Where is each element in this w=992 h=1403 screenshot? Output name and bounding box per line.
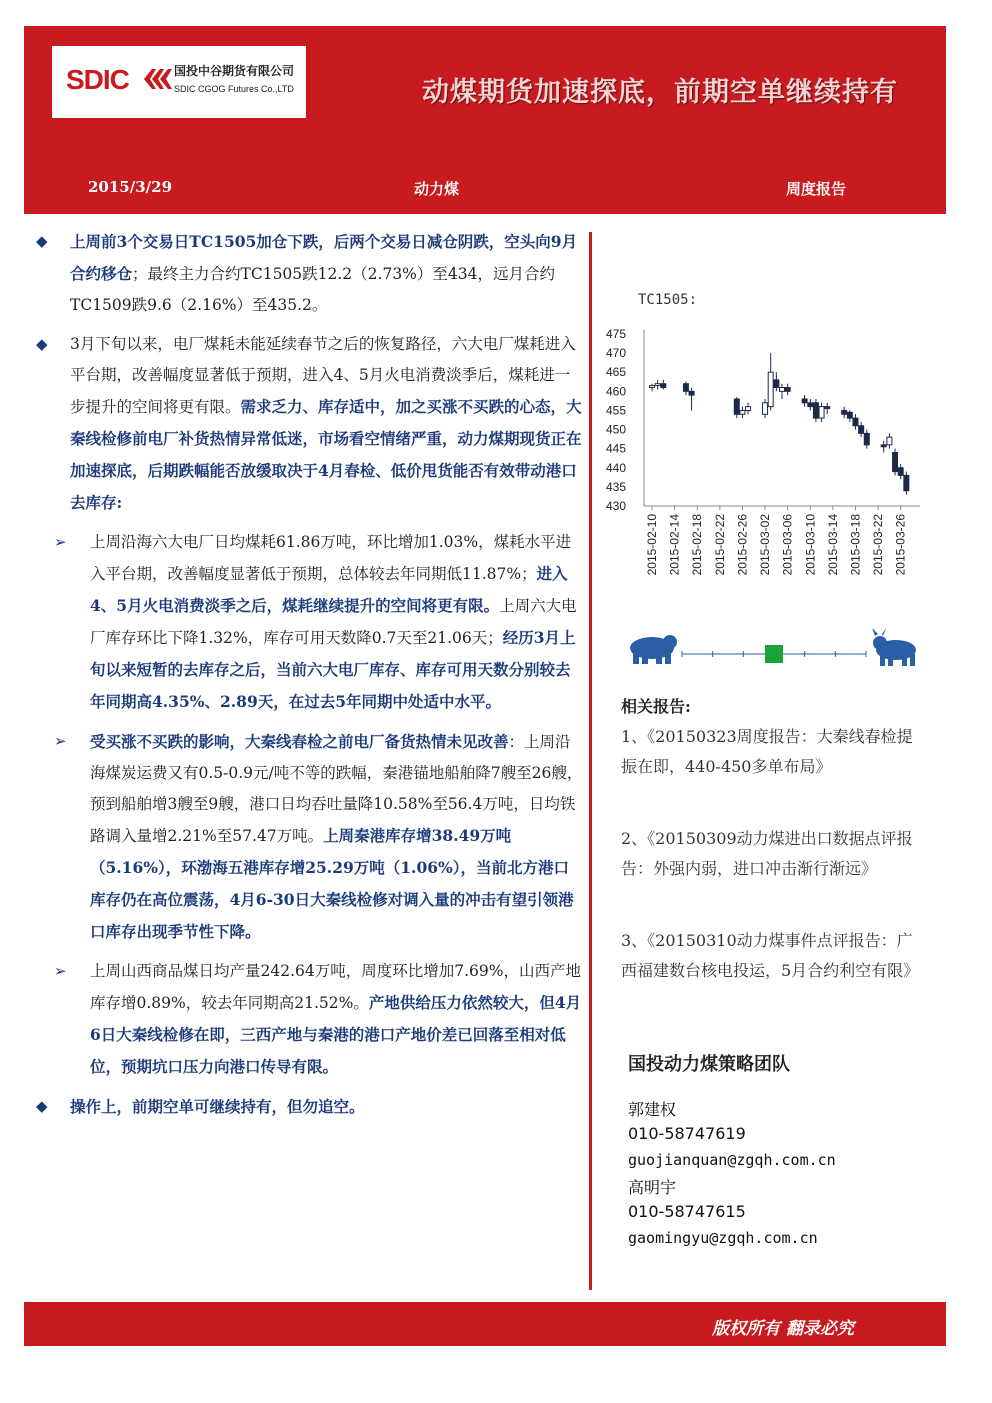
report-type: 周度报告 xyxy=(786,180,847,198)
price-chart xyxy=(600,286,930,604)
summary-point-2: ◆ 3月下旬以来，电厂煤耗未能延续春节之后的恢复路径，六大电厂煤耗进入平台期，改善幅度显著低于预期，进入4、5月火电消费淡季后，煤耗进一步提升的空间将更有限。需求乏力、库存适中，加之买涨不买跌的心态，大秦线检修前电厂补货热情异常低迷，市场看空情绪严重，动力煤期现货正在加速探底，后期跌幅能否放缓取决于4月春检、低价甩货能否有效带动港口去库存: xyxy=(36,329,584,519)
candle-body xyxy=(859,426,864,434)
bear-icon xyxy=(630,635,677,664)
y-tick-label: 450 xyxy=(605,422,626,437)
team-title: 国投动力煤策略团队 xyxy=(628,1054,790,1075)
diamond-bullet-icon: ◆ xyxy=(36,335,48,353)
candle-body xyxy=(813,403,818,418)
y-tick-label: 445 xyxy=(605,441,626,456)
sub-point-shanxi: ➢ 上周山西商品煤日均产量242.64万吨，周度环比增加7.69%，山西产地库存增0.89%，较去年同期高21.52%。产地供给压力依然较大，但4月6日大秦线检修在即，三西产地与秦港的港口产地价差已回落至相对低位，预期坑口压力向港口传导有限。 xyxy=(36,956,584,1083)
arrow-bullet-icon: ➢ xyxy=(54,962,67,980)
related-report-3[interactable]: 3、《20150310动力煤事件点评报告：广西福建数台核电投运，5月合约利空有限》 xyxy=(621,931,920,980)
related-reports-title: 相关报告: xyxy=(621,697,691,716)
report-header xyxy=(24,26,946,214)
logo-company-cn: 国投中谷期货有限公司 xyxy=(174,64,295,78)
arrow-bullet-icon: ➢ xyxy=(54,732,67,750)
y-tick-label: 430 xyxy=(605,499,626,513)
candle-body xyxy=(746,407,751,411)
diamond-bullet-icon: ◆ xyxy=(36,1097,48,1115)
x-tick-label: 2015-03-02 xyxy=(758,514,773,576)
contact-phone: 010-58747619 xyxy=(628,1124,746,1143)
y-tick-label: 435 xyxy=(605,479,626,494)
x-tick-label: 2015-02-18 xyxy=(690,514,705,576)
logo-sdic-text: SDIC xyxy=(66,64,129,95)
candle-body xyxy=(847,412,852,418)
x-tick-label: 2015-03-22 xyxy=(871,514,886,576)
candle-body xyxy=(904,475,909,490)
candle-body xyxy=(802,399,807,403)
report-date: 2015/3/29 xyxy=(88,178,173,196)
candle-body xyxy=(785,388,790,392)
x-tick-label: 2015-03-14 xyxy=(825,514,840,576)
report-footer xyxy=(24,1302,946,1346)
x-tick-label: 2015-02-22 xyxy=(712,514,727,576)
candle-body xyxy=(763,403,768,414)
contact-name: 郭建权 xyxy=(628,1100,677,1119)
sub-point-ports: ➢ 受买涨不买跌的影响，大秦线春检之前电厂备货热情未见改善：上周沿海煤炭运费又有0.5-0.9元/吨不等的跌幅，秦港锚地船舶降7艘至26艘，预到船舶增3艘至9艘，港口日均吞吐量降10.58%至56.4万吨，日均铁路调入量增2.21%至57.47万吨。上周秦港库存增38.49万吨（5.16%），环渤海五港库存增25.29万吨（1.06%），当前北方港口库存仍在高位震荡，4月6-30日大秦线检修对调入量的冲击有望引领港口库存出现季节性下降。 xyxy=(36,726,584,948)
x-tick-label: 2015-03-10 xyxy=(803,514,818,576)
chart-title: TC1505: xyxy=(638,292,698,308)
candle-body xyxy=(734,399,739,414)
candle-body xyxy=(661,384,666,388)
candle-body xyxy=(898,468,903,476)
candle-body xyxy=(780,388,785,392)
contact-phone: 010-58747615 xyxy=(628,1202,746,1221)
x-tick-label: 2015-02-14 xyxy=(667,514,682,576)
candle-body xyxy=(689,391,694,395)
contact-email[interactable]: guojianquan@zgqh.com.cn xyxy=(628,1151,836,1169)
diamond-bullet-icon: ◆ xyxy=(36,232,48,250)
report-category: 动力煤 xyxy=(414,180,460,198)
logo-wing-icon xyxy=(144,66,172,92)
y-tick-label: 475 xyxy=(605,327,626,341)
company-logo xyxy=(52,46,306,118)
y-tick-label: 440 xyxy=(605,460,626,475)
candle-body xyxy=(881,445,886,447)
candle-body xyxy=(768,372,773,406)
main-content xyxy=(36,226,584,1131)
candle-body xyxy=(774,380,779,388)
y-tick-label: 460 xyxy=(605,384,626,399)
y-tick-label: 465 xyxy=(605,365,626,380)
x-tick-label: 2015-02-10 xyxy=(645,514,659,576)
candle-body xyxy=(819,407,824,418)
candlestick-chart xyxy=(600,286,930,604)
candle-body xyxy=(887,437,892,445)
report-title: 动煤期货加速探底，前期空单继续持有 xyxy=(422,77,898,108)
x-tick-label: 2015-02-26 xyxy=(735,514,750,576)
related-report-1[interactable]: 1、《20150323周度报告：大秦线春检提振在即，440-450多单布局》 xyxy=(621,727,913,776)
candle-body xyxy=(740,410,745,414)
summary-point-3: ◆ 操作上，前期空单可继续持有，但勿追空。 xyxy=(36,1091,584,1123)
related-report-2[interactable]: 2、《20150309动力煤进出口数据点评报告：外强内弱，进口冲击渐行渐远》 xyxy=(621,829,913,878)
logo-company-en: SDIC CGOG Futures Co.,LTD xyxy=(174,84,294,94)
candle-body xyxy=(650,386,655,388)
column-divider xyxy=(589,232,592,1290)
contact-name: 高明宇 xyxy=(628,1178,677,1197)
copyright-notice: 版权所有 翻录必究 xyxy=(712,1319,854,1339)
x-tick-label: 2015-03-18 xyxy=(848,514,863,576)
candle-body xyxy=(842,410,847,414)
contact-email[interactable]: gaomingyu@zgqh.com.cn xyxy=(628,1229,818,1247)
arrow-bullet-icon: ➢ xyxy=(54,533,67,551)
y-tick-label: 470 xyxy=(605,346,626,361)
x-tick-label: 2015-03-06 xyxy=(780,514,795,576)
candle-body xyxy=(893,452,898,471)
bull-icon xyxy=(872,628,916,666)
candle-body xyxy=(853,418,858,426)
y-tick-label: 455 xyxy=(605,403,626,418)
sub-point-power-plants: ➢ 上周沿海六大电厂日均煤耗61.86万吨，环比增加1.03%，煤耗水平进入平台期，改善幅度显著低于预期，总体较去年同期低11.87%；进入4、5月火电消费淡季之后，煤耗继续提升的空间将更有限。上周六大电厂库存环比下降1.32%，库存可用天数降0.7天至21.06天；经历3月上旬以来短暂的去库存之后，当前六大电厂库存、库存可用天数分别较去年同期高4.35%、2.89天，在过去5年同期中处适中水平。 xyxy=(36,527,584,718)
x-tick-label: 2015-03-26 xyxy=(893,514,908,576)
candle-body xyxy=(864,433,869,444)
candle-body xyxy=(683,384,688,392)
candle-body xyxy=(808,403,813,407)
summary-point-1: ◆ 上周前3个交易日TC1505加仓下跌，后两个交易日减仓阴跌，空头向9月合约移仓；最终主力合约TC1505跌12.2（2.73%）至434，远月合约TC1509跌9.6（2.16%）至435.2。 xyxy=(36,226,584,321)
gauge-marker xyxy=(765,645,783,663)
candle-body xyxy=(655,384,660,386)
candle-body xyxy=(825,407,830,409)
bull-bear-gauge xyxy=(624,624,920,674)
